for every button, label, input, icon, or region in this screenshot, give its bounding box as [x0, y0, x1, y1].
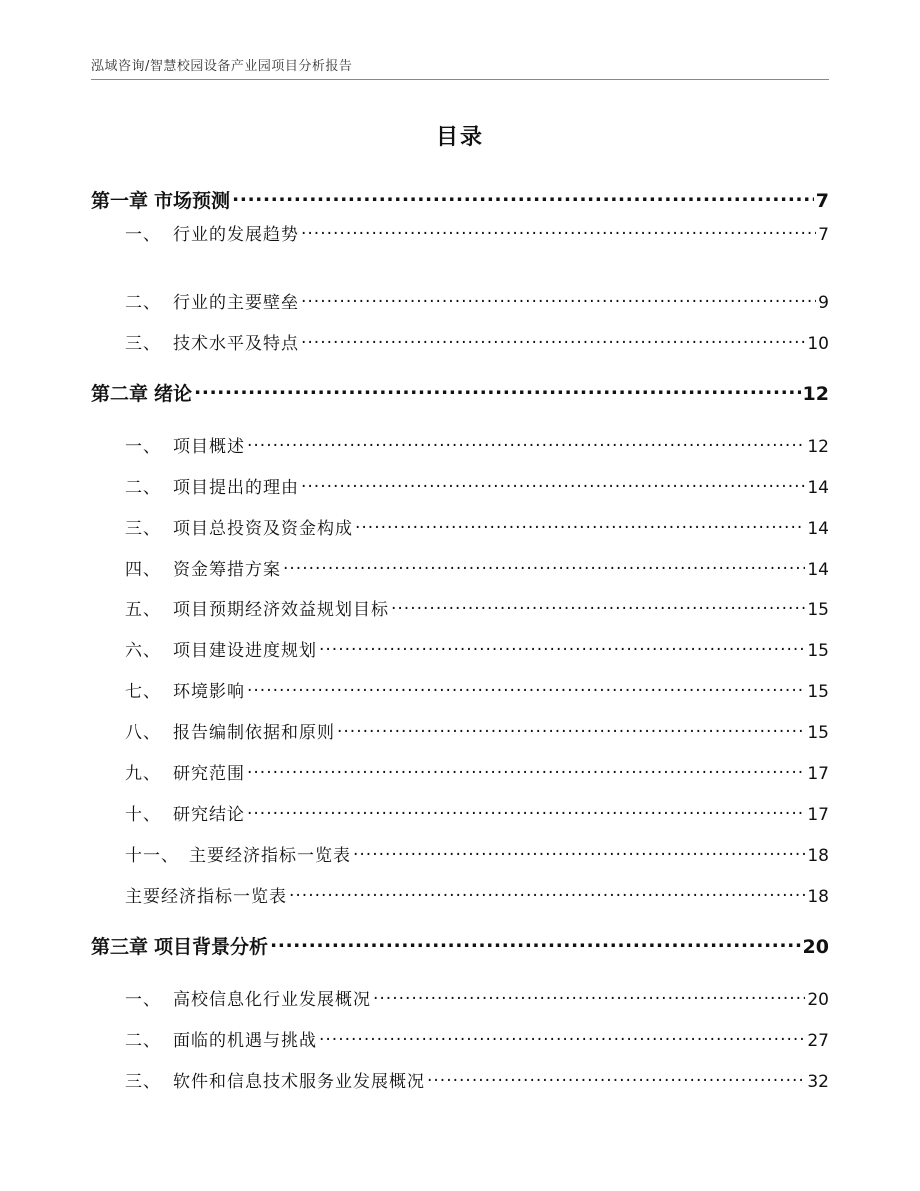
toc-entry-label: 项目背景分析: [154, 936, 269, 958]
toc-entry-section[interactable]: [125, 288, 829, 313]
toc-entry-page: 17: [807, 805, 829, 825]
toc-entry-page: 9: [818, 293, 829, 313]
toc-entry-label: 项目提出的理由: [173, 478, 299, 498]
toc-entry-page: 20: [802, 936, 829, 958]
dot-leader: [247, 762, 805, 779]
toc-entry-page: 18: [807, 846, 829, 866]
page-header: 泓域咨询/智慧校园设备产业园项目分析报告: [91, 59, 353, 74]
toc-entry-label: 研究范围: [173, 764, 245, 784]
toc-entry-section[interactable]: [125, 432, 829, 457]
toc-entry-label: 项目建设进度规划: [173, 641, 317, 661]
toc-entry-number: 第一章: [91, 190, 149, 212]
toc-entry-page: 32: [807, 1072, 829, 1092]
toc-entry-page: 7: [818, 225, 829, 245]
dot-leader: [301, 332, 805, 349]
toc-entry-page: 12: [807, 437, 829, 457]
toc-entry-page: 17: [807, 764, 829, 784]
toc-entry-page: 12: [802, 383, 829, 405]
toc-entry-label: 技术水平及特点: [173, 334, 299, 354]
toc-entry-number: 八、: [125, 723, 161, 743]
toc-entry-section[interactable]: [125, 329, 829, 354]
toc-entry-label: 绪论: [154, 383, 193, 405]
toc-entry-page: 27: [807, 1031, 829, 1051]
toc-entry-section[interactable]: [125, 555, 829, 580]
toc-entry-chapter[interactable]: [91, 186, 829, 213]
toc-entry-section[interactable]: [125, 473, 829, 498]
dot-leader: [427, 1070, 805, 1087]
toc-entry-page: 15: [807, 600, 829, 620]
toc-entry-table[interactable]: [125, 882, 829, 907]
dot-leader: [247, 680, 805, 697]
dot-leader: [391, 598, 805, 615]
dot-leader: [232, 188, 814, 207]
toc-entry-label: 项目预期经济效益规划目标: [173, 600, 389, 620]
toc-entry-label: 市场预测: [154, 190, 231, 212]
toc-entry-label: 行业的发展趋势: [173, 225, 299, 245]
toc-entry-section[interactable]: [125, 1026, 829, 1051]
toc-entry-number: 一、: [125, 990, 161, 1010]
toc-entry-number: 九、: [125, 764, 161, 784]
toc-entry-page: 15: [807, 723, 829, 743]
toc-entry-page: 14: [807, 560, 829, 580]
toc-entry-number: 二、: [125, 293, 161, 313]
toc-entry-section[interactable]: [125, 759, 829, 784]
toc-entry-label: 资金筹措方案: [173, 560, 281, 580]
dot-leader: [337, 721, 805, 738]
toc-entry-number: 三、: [125, 1072, 161, 1092]
dot-leader: [283, 558, 805, 575]
dot-leader: [194, 381, 801, 400]
dot-leader: [247, 803, 805, 820]
toc-entry-section[interactable]: [125, 800, 829, 825]
toc-entry-section[interactable]: [125, 985, 829, 1010]
toc-entry-page: 18: [807, 887, 829, 907]
toc-entry-number: 三、: [125, 519, 161, 539]
toc-entry-label: 主要经济指标一览表: [189, 846, 351, 866]
toc-entry-page: 14: [807, 519, 829, 539]
toc-entry-number: 十一、: [125, 846, 179, 866]
toc-entry-chapter[interactable]: [91, 932, 829, 959]
toc-entry-number: 一、: [125, 225, 161, 245]
dot-leader: [270, 934, 801, 953]
toc-title: 目录: [435, 125, 484, 150]
toc-entry-section[interactable]: [125, 677, 829, 702]
dot-leader: [355, 517, 805, 534]
toc-entry-page: 7: [815, 190, 829, 212]
toc-entry-label: 环境影响: [173, 682, 245, 702]
toc-entry-section[interactable]: [125, 220, 829, 245]
dot-leader: [289, 885, 805, 902]
toc-entry-label: 面临的机遇与挑战: [173, 1031, 317, 1051]
toc-entry-number: 七、: [125, 682, 161, 702]
toc-entry-page: 14: [807, 478, 829, 498]
dot-leader: [353, 844, 805, 861]
toc-entry-label: 项目概述: [173, 437, 245, 457]
toc-entry-number: 六、: [125, 641, 161, 661]
toc-entry-number: 二、: [125, 478, 161, 498]
toc-entry-number: 四、: [125, 560, 161, 580]
dot-leader: [319, 639, 805, 656]
dot-leader: [247, 435, 805, 452]
toc-entry-label: 研究结论: [173, 805, 245, 825]
toc-entry-label: 项目总投资及资金构成: [173, 519, 353, 539]
toc-entry-number: 二、: [125, 1031, 161, 1051]
toc-entry-number: 五、: [125, 600, 161, 620]
dot-leader: [301, 476, 805, 493]
dot-leader: [373, 988, 805, 1005]
dot-leader: [319, 1029, 805, 1046]
toc-entry-label: 行业的主要壁垒: [173, 293, 299, 313]
toc-entry-section[interactable]: [125, 1067, 829, 1092]
toc-entry-label: 报告编制依据和原则: [173, 723, 335, 743]
toc-entry-page: 10: [807, 334, 829, 354]
toc-entry-section[interactable]: [125, 514, 829, 539]
dot-leader: [301, 223, 816, 240]
toc-entry-number: 一、: [125, 437, 161, 457]
toc-entry-chapter[interactable]: [91, 379, 829, 406]
toc-entry-page: 20: [807, 990, 829, 1010]
toc-entry-label: 软件和信息技术服务业发展概况: [173, 1072, 425, 1092]
toc-entry-number: 三、: [125, 334, 161, 354]
toc-entry-section[interactable]: [125, 841, 829, 866]
toc-entry-label: 主要经济指标一览表: [125, 887, 287, 907]
toc-entry-page: 15: [807, 641, 829, 661]
toc-entry-number: 第二章: [91, 383, 149, 405]
toc-entry-section[interactable]: [125, 595, 829, 620]
toc-entry-number: 十、: [125, 805, 161, 825]
toc-entry-number: 第三章: [91, 936, 149, 958]
toc-entry-section[interactable]: [125, 636, 829, 661]
toc-entry-label: 高校信息化行业发展概况: [173, 990, 371, 1010]
toc-entry-page: 15: [807, 682, 829, 702]
toc-entry-section[interactable]: [125, 718, 829, 743]
dot-leader: [301, 291, 816, 308]
